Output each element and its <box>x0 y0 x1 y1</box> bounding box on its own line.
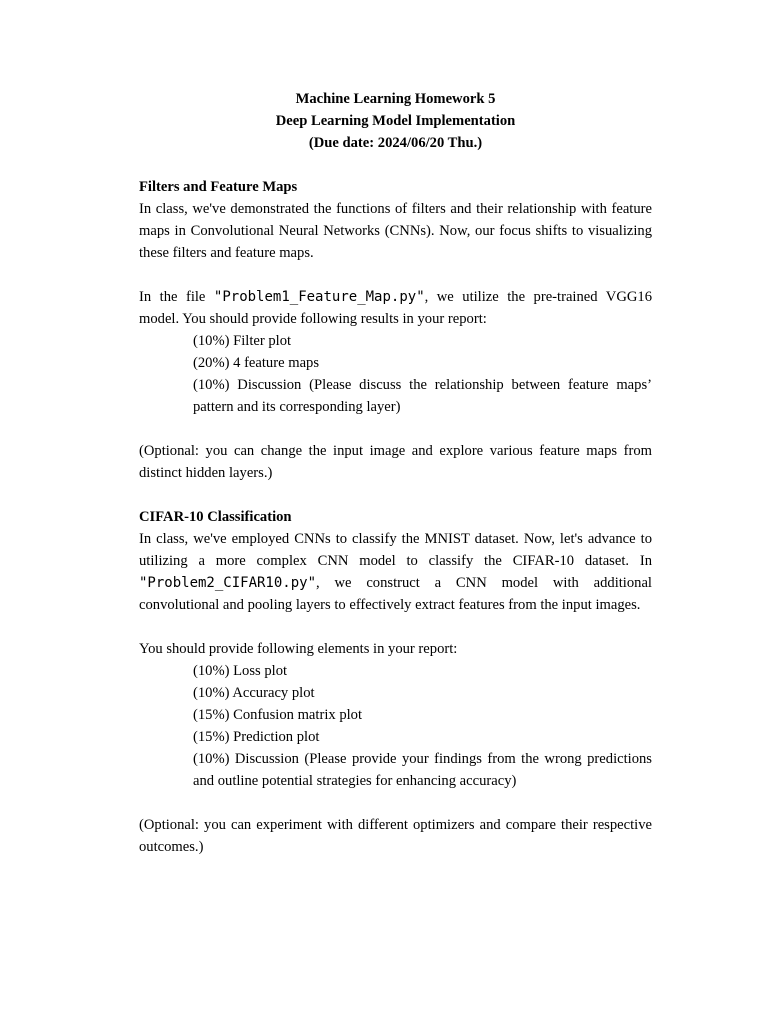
section1-results-list <box>139 330 652 418</box>
title-line-1: Machine Learning Homework 5 <box>295 91 496 107</box>
list-item: (10%) Filter plot <box>193 333 292 349</box>
list-item: (10%) Discussion (Please provide your findings from the wrong predictions and outline potential strategies for enhancing accuracy) <box>193 751 652 789</box>
section1-file-pre: In the file <box>139 289 214 305</box>
document-page <box>139 88 652 858</box>
section2-elements-intro: You should provide following elements in your report: <box>139 641 458 657</box>
title-line-2: Deep Learning Model Implementation <box>275 113 516 129</box>
list-item: (10%) Loss plot <box>193 663 288 679</box>
section1-file-paragraph <box>139 286 652 330</box>
section1-file-name: "Problem1_Feature_Map.py" <box>213 289 425 305</box>
section2-file-name: "Problem2_CIFAR10.py" <box>139 575 317 591</box>
list-item: (20%) 4 feature maps <box>193 355 320 371</box>
list-item: (10%) Accuracy plot <box>193 685 315 701</box>
list-item: (10%) Discussion (Please discuss the relationship between feature maps’ pattern and its corresponding layer) <box>193 377 652 415</box>
section2-elements-list <box>139 660 652 792</box>
title-block <box>139 88 652 154</box>
list-item: (15%) Prediction plot <box>193 729 320 745</box>
section1-optional: (Optional: you can change the input image and explore various feature maps from distinct hidden layers.) <box>139 443 652 481</box>
list-item: (15%) Confusion matrix plot <box>193 707 363 723</box>
section1-heading: Filters and Feature Maps <box>139 179 298 195</box>
title-line-3: (Due date: 2024/06/20 Thu.) <box>308 135 483 151</box>
section2-optional: (Optional: you can experiment with different optimizers and compare their respective outcomes.) <box>139 817 652 855</box>
section2-heading: CIFAR-10 Classification <box>139 509 292 525</box>
section1-file-post: , we utilize the pre-trained VGG16 model. You should provide following results in your report: <box>139 289 652 327</box>
section2-intro-post: , we construct a CNN model with additional convolutional and pooling layers to effectively extract features from the input images. <box>139 575 652 613</box>
section2-intro <box>139 528 652 616</box>
section2-intro-pre: In class, we've employed CNNs to classify the MNIST dataset. Now, let's advance to utilizing a more complex CNN model to classify the CIFAR-10 dataset. In <box>139 531 652 569</box>
section1-intro: In class, we've demonstrated the functions of filters and their relationship with feature maps in Convolutional Neural Networks (CNNs). Now, our focus shifts to visualizing these filters and feature maps. <box>139 201 652 261</box>
